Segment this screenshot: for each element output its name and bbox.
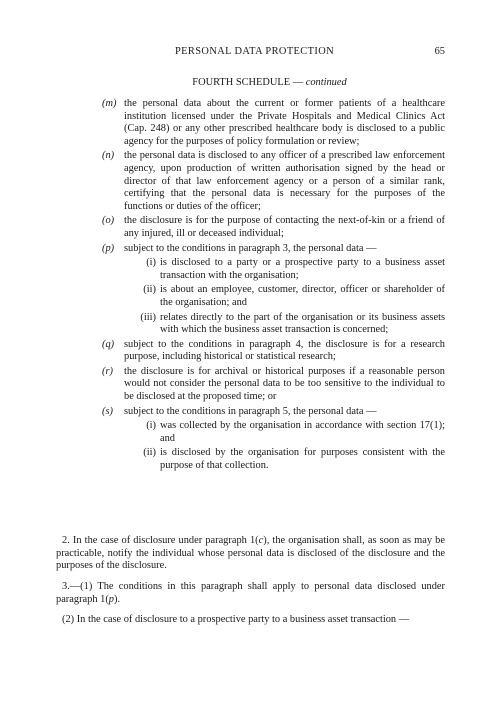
sub-item-label: (ii) — [143, 447, 156, 459]
item-text: the personal data about the current or former patients of a healthcare institution licensed under the Private Hospitals and Medical Clinics Act (Cap. 248) or any other prescribed healthcare body is disclosed to a public agency for the purposes of policy formulation or review; — [124, 98, 445, 147]
item-label: (o) — [102, 215, 115, 227]
page-number: 65 — [434, 46, 445, 57]
schedule-title: FOURTH SCHEDULE — — [192, 77, 304, 88]
paragraph-ref: c — [258, 535, 264, 546]
item-text: the disclosure is for the purpose of contacting the next-of-kin or a friend of any injured, ill or deceased individual; — [124, 215, 445, 239]
schedule-heading — [0, 77, 499, 90]
sub-item-label: (iii) — [140, 311, 156, 323]
list-item — [102, 215, 445, 240]
paragraph-text: ), the organisation shall, as soon as may be practicable, notify the individual whose personal data is disclosed of the disclosure and the purposes of the disclosure. — [56, 535, 445, 572]
sub-item-text: is about an employee, customer, director, officer or shareholder of the organisation; and — [160, 284, 445, 308]
paragraph-2 — [56, 535, 445, 573]
item-label: (m) — [102, 98, 117, 109]
item-label: (q) — [102, 338, 115, 350]
sub-item-text: is disclosed to a party or a prospective party to a business asset transaction with the organisation; — [160, 257, 445, 281]
sub-item-label: (ii) — [143, 284, 156, 296]
sub-item-label: (i) — [146, 257, 156, 269]
paragraph-ref: p — [108, 593, 114, 605]
sub-item — [102, 284, 445, 309]
paragraph-3-1 — [56, 581, 445, 606]
paragraph-text: 2. In the case of disclosure under paragraph 1( — [62, 535, 259, 546]
item-label: (r) — [102, 365, 113, 377]
item-label: (s) — [102, 405, 113, 417]
item-text: subject to the conditions in paragraph 4, the disclosure is for a research purpose, including historical or statistical research; — [124, 338, 445, 363]
sub-item-text: was collected by the organisation in accordance with section 17(1); and — [160, 420, 445, 444]
paragraph-text: (2) In the case of disclosure to a prospective party to a business asset transaction — — [62, 614, 410, 625]
paragraph-3-2 — [56, 614, 445, 627]
item-text: the personal data is disclosed to any officer of a prescribed law enforcement agency, upon production of written authorisation signed by the head or director of that law enforcement agency or a person of a similar rank, certifying that the personal data is necessary for the purposes of the functions or duties of the officer; — [124, 150, 445, 212]
list-item — [102, 150, 445, 213]
item-text: subject to the conditions in paragraph 3, the personal data — — [124, 242, 377, 254]
paragraph-text: 3.—(1) The conditions in this paragraph shall apply to personal data disclosed under paragraph 1( — [56, 581, 445, 605]
item-label: (n) — [102, 150, 115, 162]
item-text: the disclosure is for archival or historical purposes if a reasonable person would not consider the personal data to be too sensitive to the individual to be disclosed at the proposed time; or — [124, 365, 445, 403]
item-text: subject to the conditions in paragraph 5, the personal data — — [124, 405, 377, 417]
schedule-continued: continued — [305, 77, 347, 88]
sub-item — [102, 420, 445, 445]
running-header — [175, 46, 445, 60]
header-title: PERSONAL DATA PROTECTION — [175, 46, 335, 57]
list-item — [102, 98, 445, 148]
sub-item-text: relates directly to the part of the organisation or its business assets with which the business asset transaction is concerned; — [160, 311, 445, 336]
sub-item-text: is disclosed by the organisation for purposes consistent with the purpose of that collection. — [160, 447, 445, 472]
schedule-body — [102, 98, 445, 475]
list-item — [102, 243, 445, 256]
sub-item — [102, 447, 445, 472]
sub-item — [102, 257, 445, 282]
paragraph-text: ). — [114, 593, 121, 605]
item-label: (p) — [102, 242, 115, 254]
list-item — [102, 339, 445, 364]
list-item — [102, 366, 445, 404]
sub-item — [102, 312, 445, 337]
list-item — [102, 406, 445, 419]
sub-item-label: (i) — [146, 420, 156, 432]
